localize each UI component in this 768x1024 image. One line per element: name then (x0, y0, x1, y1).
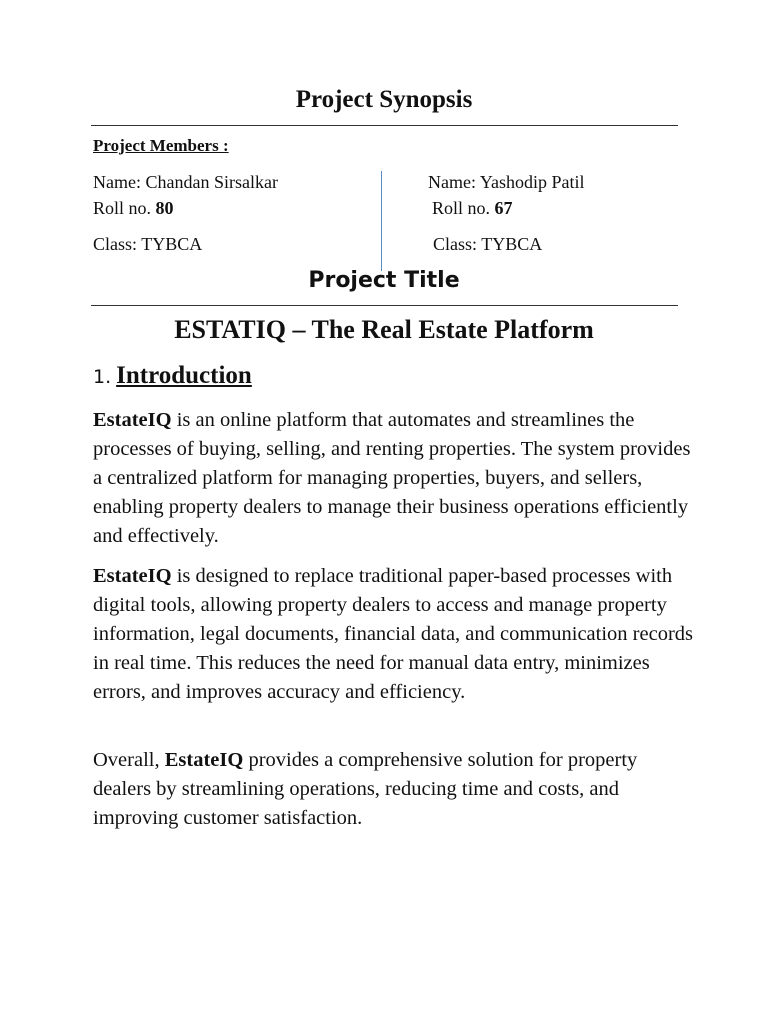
paragraph-brand: EstateIQ (93, 409, 172, 431)
paragraph-text: is an online platform that automates and streamlines the processes of buying, selling, and renting properties. The system provides a centralized platform for managing properties, buyers, and sellers, enabling property dealers to manage their business operations efficiently and effectively. (93, 409, 691, 547)
member-2-roll-label: Roll no. (432, 198, 491, 218)
member-2-roll: 67 (494, 198, 513, 218)
member-1-class-row (93, 234, 202, 255)
section-heading (93, 362, 252, 390)
paragraph-brand: EstateIQ (93, 565, 172, 587)
member-1-class-label: Class: (93, 234, 138, 254)
member-2-name-row (428, 172, 585, 193)
document-title: Project Synopsis (295, 86, 473, 113)
paragraph-brand: EstateIQ (164, 749, 244, 771)
project-title: ESTATIQ – The Real Estate Platform (174, 315, 594, 344)
title-divider (91, 125, 678, 126)
member-1-roll-label: Roll no. (93, 198, 152, 218)
members-column-divider (381, 171, 382, 271)
member-2-roll-row (432, 198, 513, 219)
project-members-label: Project Members : (93, 136, 229, 155)
paragraph-text: is designed to replace traditional paper-based processes with digital tools, allowing property dealers to access and manage property information, legal documents, financial data, and communication records in real time. This reduces the need for manual data entry, minimizes errors, and improves accuracy and efficiency. (93, 565, 693, 703)
member-2-class: TYBCA (481, 234, 543, 254)
member-2-class-label: Class: (433, 234, 478, 254)
paragraph-text: provides a comprehensive solution for property dealers by streamlining operations, reducing time and costs, and improving customer satisfaction. (93, 749, 638, 829)
project-title-divider (91, 305, 678, 306)
project-title-label: Project Title (308, 268, 460, 293)
paragraph-lead: Overall, (93, 749, 165, 771)
member-1-name-row (93, 172, 278, 193)
paragraph-1 (93, 406, 693, 551)
paragraph-3 (93, 746, 693, 833)
member-2-name-label: Name: (428, 172, 476, 192)
member-2-name: Yashodip Patil (479, 172, 585, 192)
member-1-roll: 80 (155, 198, 174, 218)
member-1-name-label: Name: (93, 172, 141, 192)
member-1-name: Chandan Sirsalkar (145, 172, 278, 192)
member-2-class-row (433, 234, 542, 255)
member-1-roll-row (93, 198, 174, 219)
paragraph-2 (93, 562, 693, 707)
section-title: Introduction (116, 362, 252, 389)
member-1-class: TYBCA (141, 234, 203, 254)
section-number: 1. (93, 366, 112, 388)
